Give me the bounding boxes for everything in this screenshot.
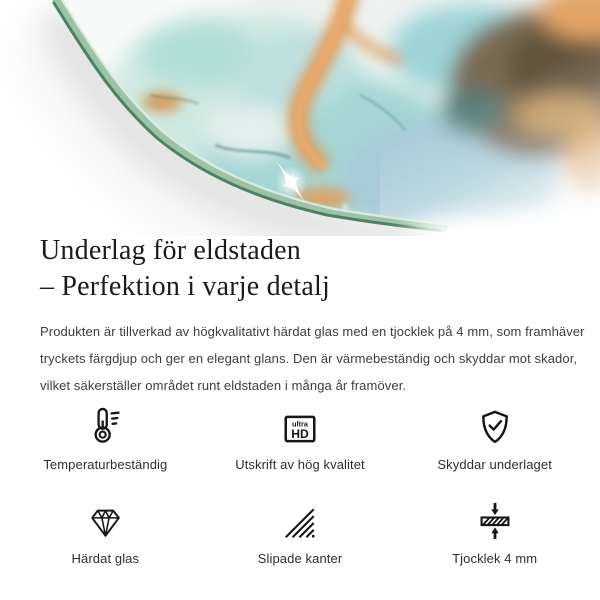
description-line: vilket säkerställer området runt eldstaden i många år framöver.	[40, 378, 407, 393]
feature-label: Tjocklek 4 mm	[452, 551, 538, 566]
feature-temperature	[8, 402, 203, 472]
polished-edges-icon	[281, 496, 319, 542]
feature-tempered-glass	[8, 496, 203, 566]
feature-grid	[8, 402, 592, 566]
description-line: tryckets färgdjup och ger en elegant glans. Den är värmebeständig och skyddar mot skador,	[40, 351, 578, 366]
ultra-hd-icon	[281, 402, 319, 448]
page-title-line2: – Perfektion i varje detalj	[40, 271, 330, 302]
diamond-icon	[87, 496, 124, 542]
feature-print-quality	[203, 402, 398, 472]
product-description	[40, 318, 596, 399]
feature-label: Utskrift av hög kvalitet	[235, 457, 365, 472]
thickness-press-icon	[474, 496, 516, 542]
feature-protection	[397, 402, 592, 472]
glass-panel-illustration	[0, 0, 600, 236]
product-photo	[0, 0, 600, 236]
shield-check-icon	[475, 402, 515, 448]
description-line: Produkten är tillverkad av högkvalitativt härdat glas med en tjocklek på 4 mm, som framhäver	[40, 324, 585, 339]
svg-text:HD: HD	[291, 426, 309, 441]
feature-polished-edges	[203, 496, 398, 566]
feature-label: Slipade kanter	[257, 551, 343, 566]
page-title-line1: Underlag för eldstaden	[40, 235, 301, 266]
feature-thickness	[397, 496, 592, 566]
feature-label: Temperaturbeständig	[43, 457, 168, 472]
svg-text:ultra: ultra	[291, 419, 308, 429]
thermometer-icon	[84, 402, 126, 448]
feature-label: Härdat glas	[71, 551, 140, 566]
photo-fade	[380, 40, 600, 236]
feature-label: Skyddar underlaget	[437, 457, 552, 472]
page-title	[40, 233, 596, 305]
